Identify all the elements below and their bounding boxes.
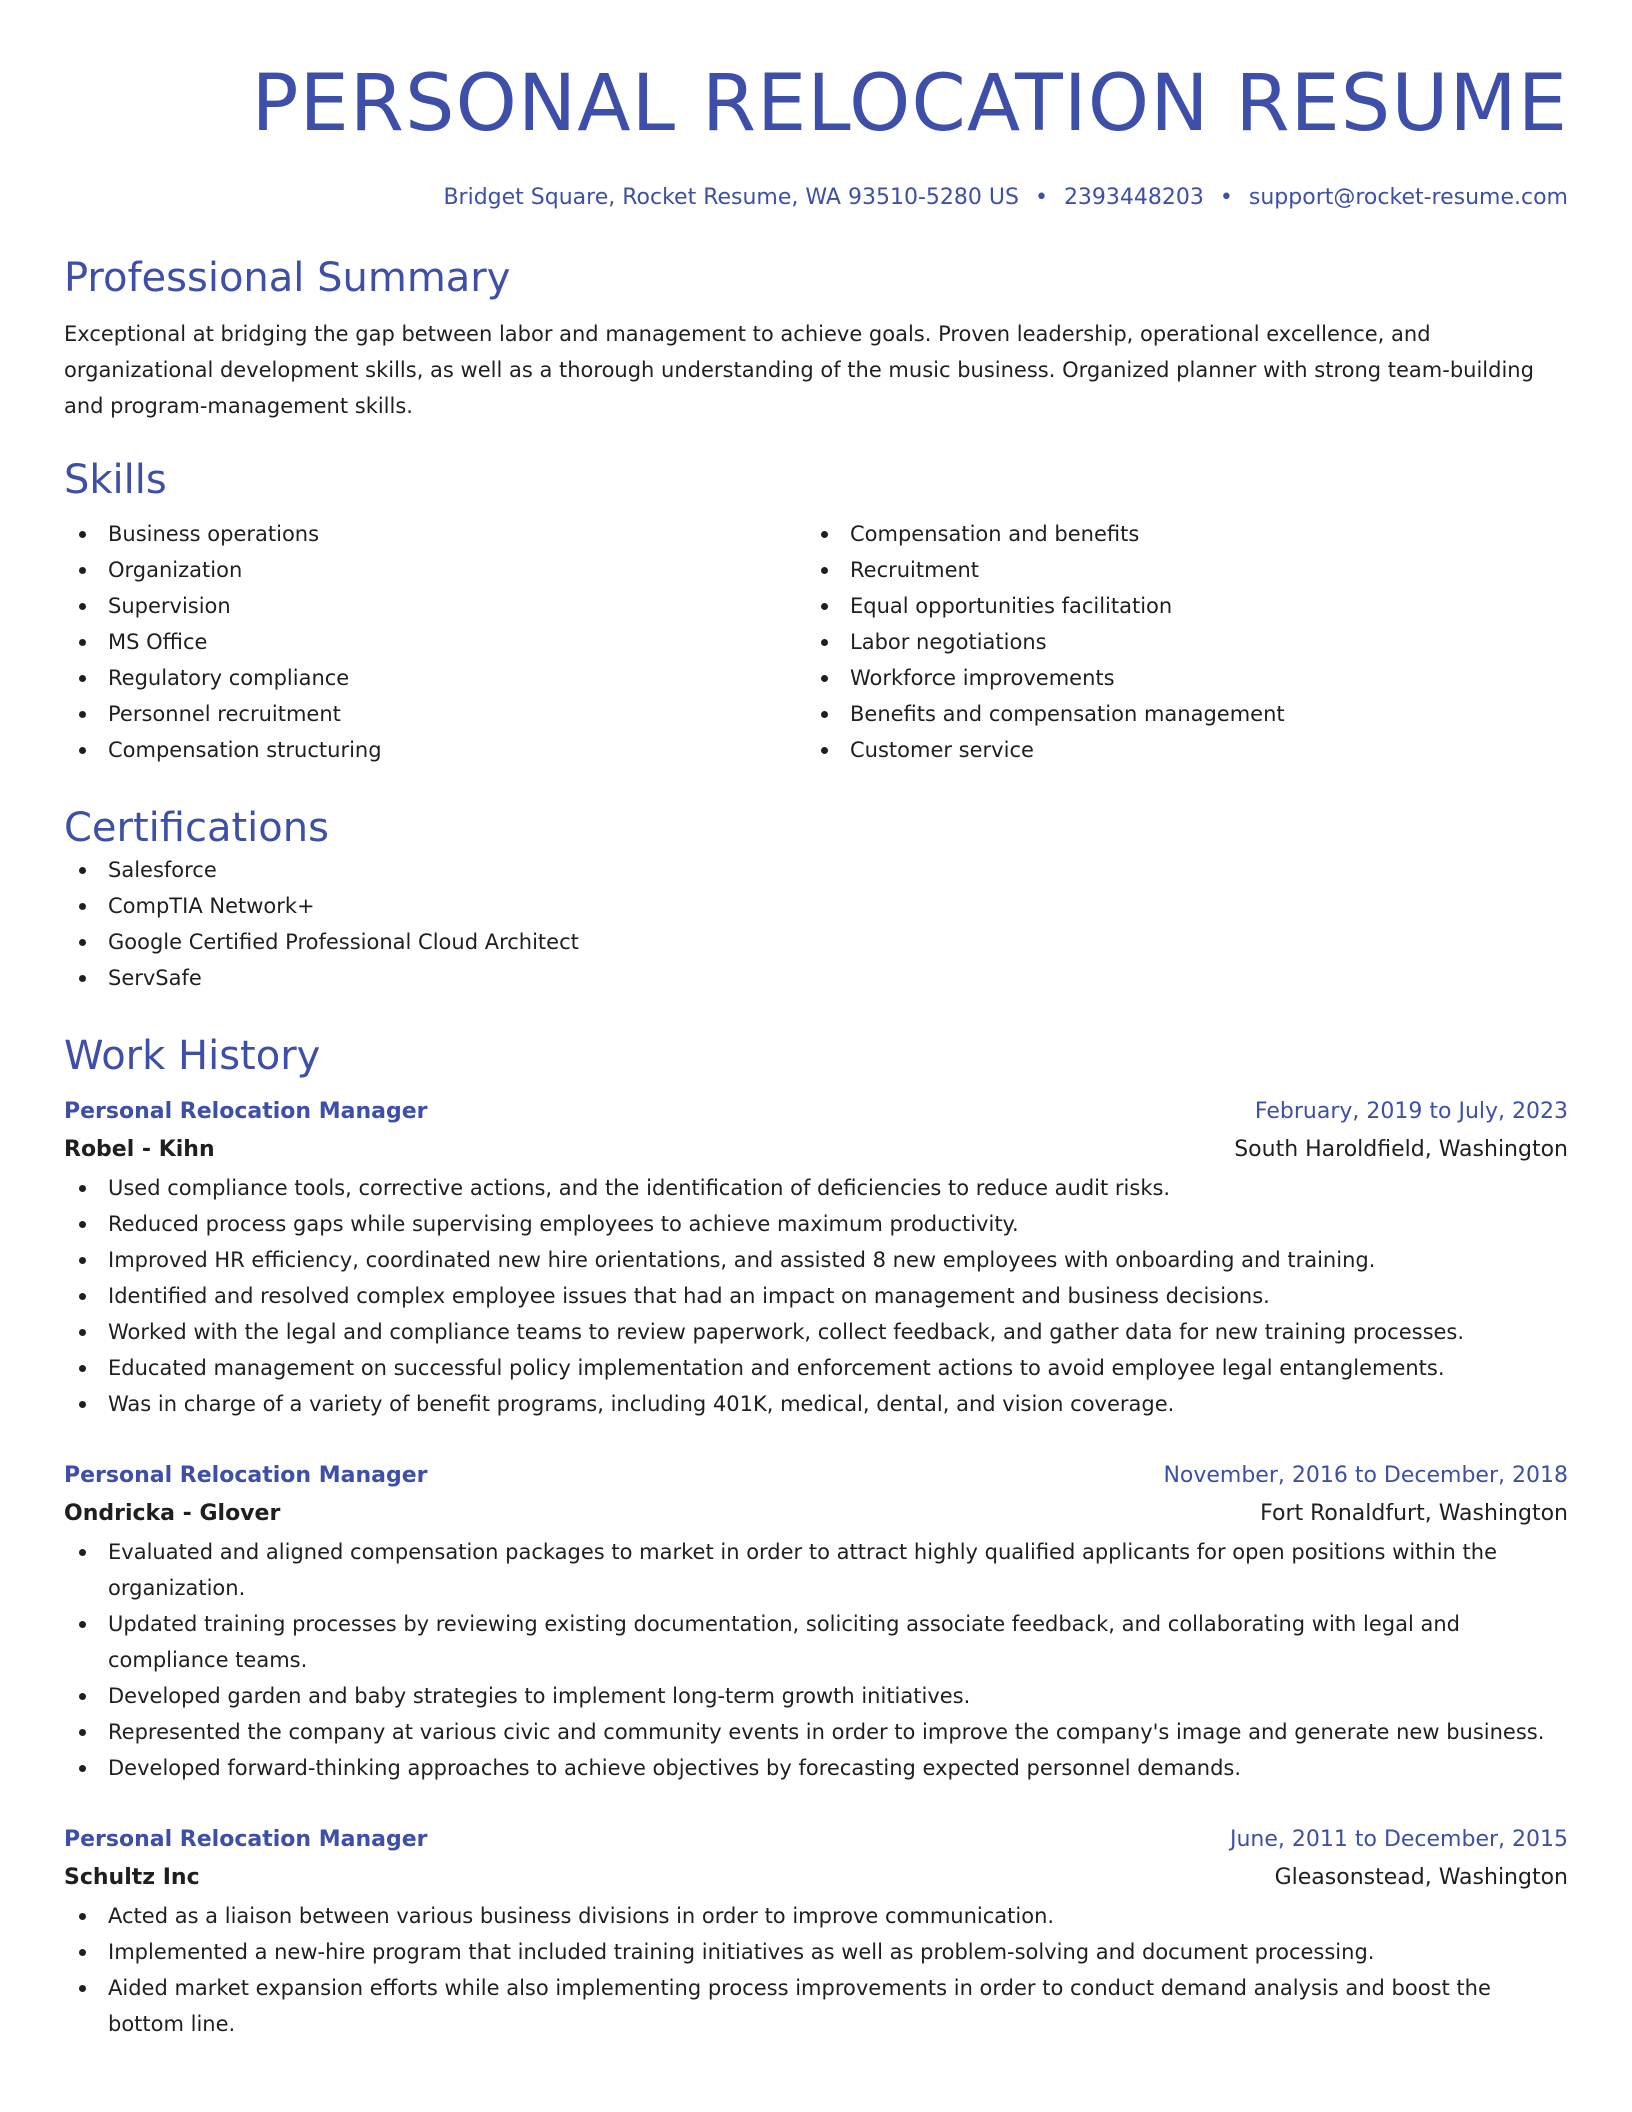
job-header xyxy=(64,1094,1568,1130)
job-bullet: Used compliance tools, corrective actions, and the identification of deficiencies to reduce audit risks. xyxy=(64,1170,1568,1206)
job-bullet: Updated training processes by reviewing existing documentation, soliciting associate feedback, and collaborating with legal and compliance teams. xyxy=(64,1606,1568,1678)
job-bullet: Reduced process gaps while supervising employees to achieve maximum productivity. xyxy=(64,1206,1568,1242)
section-title-skills: Skills xyxy=(64,457,167,503)
contact-separator: • xyxy=(1219,185,1233,210)
job-company: Robel - Kihn xyxy=(64,1137,215,1162)
contact-address: Bridget Square, Rocket Resume, WA 93510-5280 US xyxy=(443,185,1019,210)
job-subheader xyxy=(64,1130,1568,1170)
job-bullets xyxy=(64,1534,1568,1786)
job-bullet: Improved HR efficiency, coordinated new hire orientations, and assisted 8 new employees with onboarding and training. xyxy=(64,1242,1568,1278)
job-bullet: Aided market expansion efforts while also implementing process improvements in order to conduct demand analysis and boost the bottom line. xyxy=(64,1970,1568,2042)
job-location: Gleasonstead, Washington xyxy=(1274,1865,1568,1890)
summary-text: Exceptional at bridging the gap between labor and management to achieve goals. Proven leadership, operational excellence, and organizational development skills, as well as a thorough understanding of the music business. Organized planner with strong team-building and program-management skills. xyxy=(64,322,1534,418)
skill-item: Business operations xyxy=(64,516,806,552)
skills-list-left xyxy=(64,516,806,768)
job-title: Personal Relocation Manager xyxy=(64,1099,428,1124)
skill-item: Customer service xyxy=(806,732,1548,768)
contact-line xyxy=(64,184,1568,212)
job-dates: June, 2011 to December, 2015 xyxy=(1229,1827,1568,1852)
contact-phone: 2393448203 xyxy=(1063,185,1204,210)
skill-item: Workforce improvements xyxy=(806,660,1548,696)
job-bullets xyxy=(64,1898,1568,2042)
job-bullet: Developed garden and baby strategies to implement long-term growth initiatives. xyxy=(64,1678,1568,1714)
resume-page xyxy=(64,0,1568,2112)
skill-item: Recruitment xyxy=(806,552,1548,588)
contact-separator: • xyxy=(1034,185,1048,210)
job-title: Personal Relocation Manager xyxy=(64,1827,428,1852)
job-entry xyxy=(64,1094,1568,1422)
skills-column-right xyxy=(806,516,1548,768)
job-bullet: Evaluated and aligned compensation packages to market in order to attract highly qualified applicants for open positions within the organization. xyxy=(64,1534,1568,1606)
job-entry xyxy=(64,1822,1568,2042)
job-bullet: Represented the company at various civic and community events in order to improve the company's image and generate new business. xyxy=(64,1714,1568,1750)
job-bullets xyxy=(64,1170,1568,1422)
job-bullet: Developed forward-thinking approaches to achieve objectives by forecasting expected personnel demands. xyxy=(64,1750,1568,1786)
skills-grid xyxy=(64,516,1568,768)
skills-column-left xyxy=(64,516,806,768)
certifications-list xyxy=(64,852,1568,996)
job-company: Schultz Inc xyxy=(64,1865,200,1890)
job-header xyxy=(64,1822,1568,1858)
job-bullet: Was in charge of a variety of benefit programs, including 401K, medical, dental, and vision coverage. xyxy=(64,1386,1568,1422)
certification-item: Google Certified Professional Cloud Architect xyxy=(64,924,1568,960)
job-subheader xyxy=(64,1858,1568,1898)
job-bullet: Identified and resolved complex employee issues that had an impact on management and business decisions. xyxy=(64,1278,1568,1314)
skill-item: Benefits and compensation management xyxy=(806,696,1548,732)
job-bullet: Educated management on successful policy implementation and enforcement actions to avoid employee legal entanglements. xyxy=(64,1350,1568,1386)
certification-item: ServSafe xyxy=(64,960,1568,996)
skill-item: Regulatory compliance xyxy=(64,660,806,696)
certification-item: CompTIA Network+ xyxy=(64,888,1568,924)
section-title-certifications: Certifications xyxy=(64,805,329,851)
job-title: Personal Relocation Manager xyxy=(64,1463,428,1488)
job-dates: February, 2019 to July, 2023 xyxy=(1254,1099,1568,1124)
skill-item: Labor negotiations xyxy=(806,624,1548,660)
job-entry xyxy=(64,1458,1568,1786)
contact-email: support@rocket-resume.com xyxy=(1248,185,1568,210)
skill-item: Personnel recruitment xyxy=(64,696,806,732)
certification-item: Salesforce xyxy=(64,852,1568,888)
job-header xyxy=(64,1458,1568,1494)
job-bullet: Implemented a new-hire program that included training initiatives as well as problem-solving and document processing. xyxy=(64,1934,1568,1970)
section-title-summary: Professional Summary xyxy=(64,255,511,301)
resume-name: PERSONAL RELOCATION RESUME xyxy=(251,59,1568,149)
skills-list-right xyxy=(806,516,1548,768)
job-location: South Haroldfield, Washington xyxy=(1234,1137,1568,1162)
job-bullet: Acted as a liaison between various business divisions in order to improve communication. xyxy=(64,1898,1568,1934)
job-company: Ondricka - Glover xyxy=(64,1501,281,1526)
skill-item: Organization xyxy=(64,552,806,588)
job-subheader xyxy=(64,1494,1568,1534)
skill-item: Supervision xyxy=(64,588,806,624)
job-bullet: Worked with the legal and compliance teams to review paperwork, collect feedback, and gather data for new training processes. xyxy=(64,1314,1568,1350)
skill-item: Compensation and benefits xyxy=(806,516,1548,552)
skill-item: MS Office xyxy=(64,624,806,660)
section-title-work-history: Work History xyxy=(64,1033,321,1079)
job-location: Fort Ronaldfurt, Washington xyxy=(1260,1501,1568,1526)
job-dates: November, 2016 to December, 2018 xyxy=(1163,1463,1568,1488)
skill-item: Equal opportunities facilitation xyxy=(806,588,1548,624)
skill-item: Compensation structuring xyxy=(64,732,806,768)
